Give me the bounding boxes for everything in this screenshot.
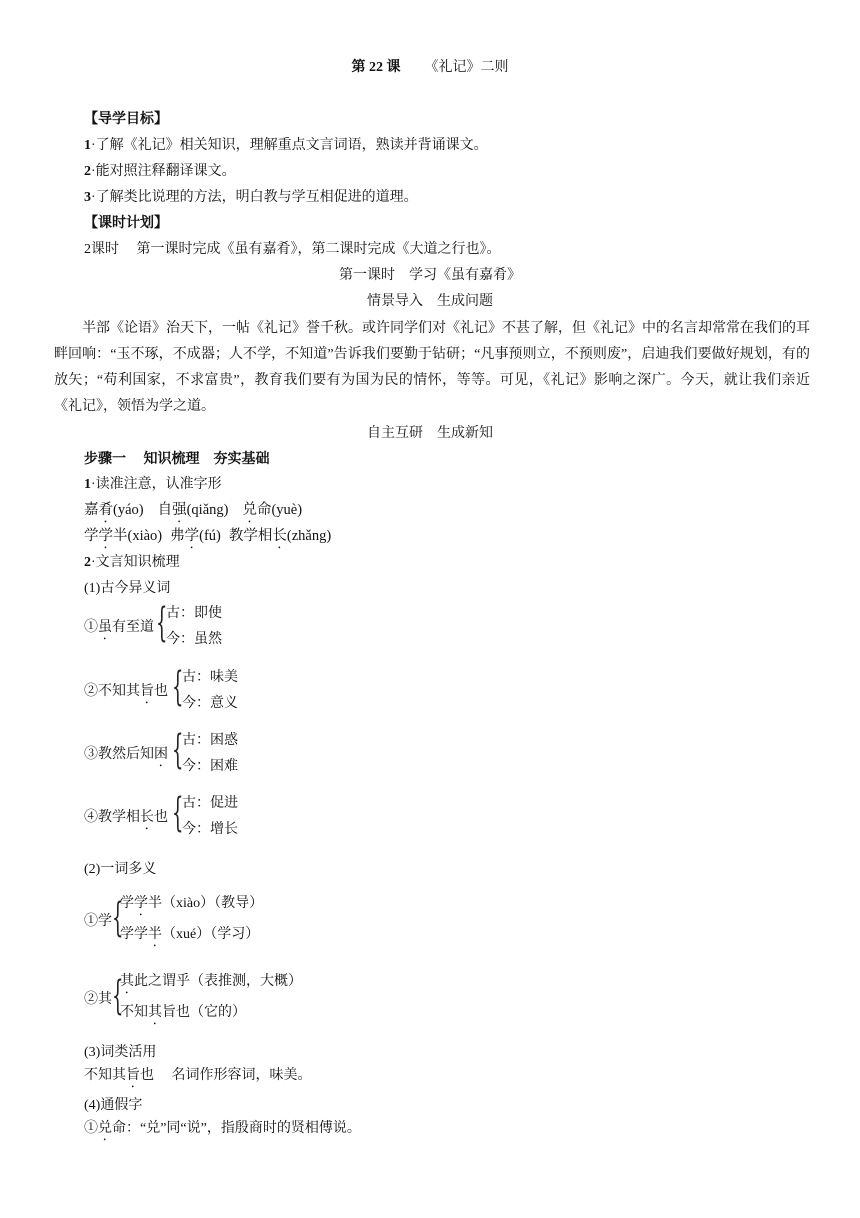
new-meaning: 今：增长	[182, 822, 238, 837]
intro-heading: 情景导入 生成问题	[367, 294, 493, 309]
polysemy-line: 不知其旨也（它的）	[120, 1005, 246, 1020]
intro-paragraph: 半部《论语》治天下，一帖《礼记》誉千秋。或许同学们对《礼记》不甚了解，但《礼记》中的名言却常常在我们的耳畔回响：“玉不琢，不成器；人不学，不知道”告诉我们要勤于钻研；“凡事预则立，不预则废”，启迪我们要做好规划，有的放矢；“苟利国家，不求富贵”，教育我们要有为国为民的情怀，等等。可见，《礼记》影响之深广。今天，就让我们亲近《礼记》，领悟为学之道。	[54, 321, 810, 414]
pron-item: 学学半(xiào)	[84, 528, 163, 544]
study-heading: 自主互研 生成新知	[367, 426, 493, 441]
new-meaning: 今：意义	[182, 696, 238, 711]
new-meaning: 今：困难	[182, 759, 238, 774]
tongjia-line: ①兑命：“兑”同“说”，指殷商时的贤相傅说。	[84, 1121, 361, 1136]
polysemy-line: 其此之谓乎（表推测，大概）	[120, 974, 302, 989]
term: ②不知其旨也	[84, 684, 168, 699]
sec1-heading: (1)古今异义词	[84, 581, 171, 596]
classical-heading: 2·文言知识梳理	[84, 555, 180, 570]
polysemy-label: ②其	[84, 992, 112, 1007]
brace: {	[172, 790, 184, 836]
brace: {	[112, 895, 124, 941]
old-meaning: 古：困惑	[182, 733, 238, 748]
goal-item-2: 2·能对照注释翻译课文。	[84, 164, 236, 179]
session-title: 第一课时 学习《虽有嘉肴》	[339, 268, 521, 283]
pron-row-1	[84, 500, 302, 526]
pron-item: 自强(qiǎng)	[157, 502, 229, 518]
pron-heading: 1·读准注意，认准字形	[84, 477, 222, 492]
goals-heading: 【导学目标】	[84, 112, 168, 127]
sec4-heading: (4)通假字	[84, 1098, 143, 1113]
lesson-number: 第 22 课	[351, 60, 401, 75]
goal-item-1: 1·了解《礼记》相关知识，理解重点文言词语，熟读并背诵课文。	[84, 138, 488, 153]
usage-line: 不知其旨也 名词作形容词，味美。	[84, 1068, 312, 1083]
new-meaning: 今：虽然	[166, 632, 222, 647]
page-title	[0, 58, 860, 78]
step1-heading: 步骤一 知识梳理 夯实基础	[84, 452, 270, 467]
pron-item: 弗学(fú)	[170, 528, 221, 544]
brace: {	[112, 973, 124, 1019]
brace: {	[172, 727, 184, 773]
polysemy-line: 学学半（xué）（学习）	[120, 927, 260, 942]
old-meaning: 古：即使	[166, 606, 222, 621]
goal-item-3: 3·了解类比说理的方法，明白教与学互相促进的道理。	[84, 190, 418, 205]
pron-item: 嘉肴(yáo)	[84, 502, 144, 518]
term: ③教然后知困	[84, 747, 168, 762]
old-meaning: 古：促进	[182, 796, 238, 811]
polysemy-label: ①学	[84, 914, 112, 929]
old-meaning: 古：味美	[182, 670, 238, 685]
sec3-heading: (3)词类活用	[84, 1045, 157, 1060]
pron-row-2	[84, 526, 331, 552]
plan-heading: 【课时计划】	[84, 216, 168, 231]
brace: {	[172, 664, 184, 710]
brace: {	[156, 600, 168, 646]
polysemy-line: 学学半（xiào）（教导）	[120, 896, 264, 911]
pron-item: 兑命(yuè)	[242, 502, 303, 518]
plan-text: 2课时 第一课时完成《虽有嘉肴》，第二课时完成《大道之行也》。	[84, 242, 501, 257]
lesson-title: 《礼记》二则	[424, 60, 509, 75]
pron-item: 教学相长(zhǎng)	[228, 528, 332, 544]
sec2-heading: (2)一词多义	[84, 862, 157, 877]
term: ④教学相长也	[84, 810, 168, 825]
term: ①虽有至道	[84, 620, 154, 635]
